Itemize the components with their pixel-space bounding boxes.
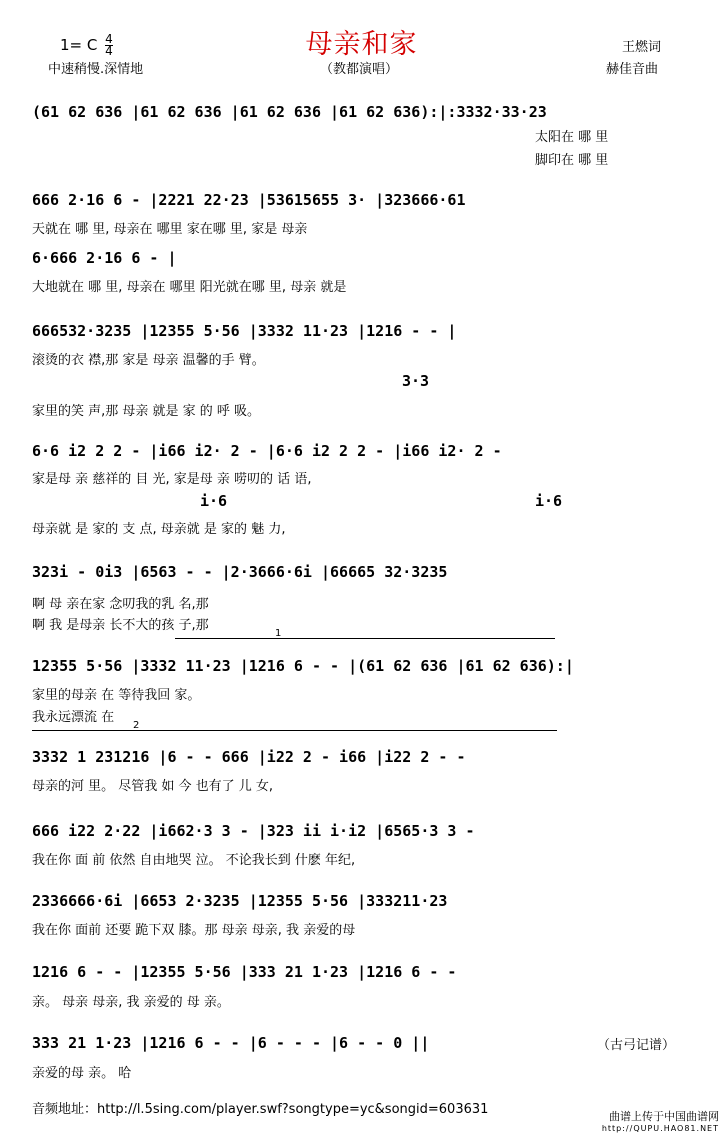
transcriber-note: （古弓记谱） — [597, 1038, 676, 1053]
volta-1-line — [175, 638, 555, 639]
notation-line-5: 3·3 — [402, 372, 430, 390]
lyric-line-6: 家是母 亲 慈祥的 目 光, 家是母 亲 唠叨的 话 语, — [32, 472, 312, 487]
notation-line-3: 6·666 2·16 6 - | — [32, 249, 177, 267]
lyric-line-11: 我在你 面 前 依然 自由地哭 泣。 不论我长到 什麽 年纪, — [32, 853, 356, 868]
notation-line-9: 12355 5·56 |3332 11·23 |1216 6 - - |(61 62 636 |61 62 636):| — [32, 657, 574, 675]
audio-link[interactable]: 音频地址：http://l.5sing.com/player.swf?songtype=yc&songid=603631 — [32, 1102, 489, 1117]
lyric-line-3: 大地就在 哪 里, 母亲在 哪里 阳光就在哪 里, 母亲 就是 — [32, 280, 347, 295]
lyricist-label: 王燃词 — [622, 40, 662, 55]
notation-line-1: (61 62 636 |61 62 636 |61 62 636 |61 62 636):|:3332·33·23 — [32, 103, 547, 121]
notation-line-6: 6·6 i2 2 2 - |i66 i2· 2 - |6·6 i2 2 2 - |i66 i2· 2 - — [32, 442, 502, 460]
lyric-line-13: 亲。 母亲 母亲, 我 亲爱的 母 亲。 — [32, 995, 230, 1010]
key-label: 1= C — [60, 36, 98, 54]
lyric-line-1b: 脚印在 哪 里 — [535, 153, 609, 168]
lyric-line-7: 母亲就 是 家的 支 点, 母亲就 是 家的 魅 力, — [32, 522, 286, 537]
lyric-line-14: 亲爱的母 亲。 哈 — [32, 1066, 132, 1081]
lyric-line-8a: 啊 母 亲在家 念叨我的乳 名,那 — [32, 597, 209, 612]
lyric-line-5: 家里的笑 声,那 母亲 就是 家 的 呼 吸。 — [32, 404, 261, 419]
notation-line-8: 323i - 0i3 |6563 - - |2·3666·6i |66665 32·3235 — [32, 563, 448, 581]
time-signature — [105, 34, 113, 57]
lyric-line-10: 母亲的河 里。 尽管我 如 今 也有了 儿 女, — [32, 779, 274, 794]
volta-2-line — [32, 730, 557, 731]
singer-label: （教都演唱） — [320, 62, 399, 77]
composer-label: 赫佳音曲 — [606, 62, 659, 77]
notation-line-10: 3332 1 231216 |6 - - 666 |i22 2 - i66 |i22 2 - - — [32, 748, 466, 766]
notation-line-11: 666 i22 2·22 |i662·3 3 - |323 ii i·i2 |6565·3 3 - — [32, 822, 475, 840]
key-signature — [60, 34, 113, 57]
time-sig-top: 4 — [105, 32, 113, 46]
lyric-line-1a: 太阳在 哪 里 — [535, 130, 609, 145]
tempo-marking: 中速稍慢.深情地 — [48, 62, 144, 77]
watermark — [602, 1111, 719, 1135]
notation-line-7a: i·6 — [200, 492, 228, 510]
lyric-line-4: 滚烫的衣 襟,那 家是 母亲 温馨的手 臂。 — [32, 353, 265, 368]
watermark-text: 曲谱上传于中国曲谱网 — [609, 1110, 719, 1123]
lyric-line-12: 我在你 面前 还要 跪下双 膝。那 母亲 母亲, 我 亲爱的母 — [32, 923, 356, 938]
notation-line-7b: i·6 — [535, 492, 563, 510]
lyric-line-2: 天就在 哪 里, 母亲在 哪里 家在哪 里, 家是 母亲 — [32, 222, 308, 237]
volta-1-label: 1 — [275, 628, 282, 639]
watermark-url: http://QUPU.HAO81.NET — [601, 1124, 719, 1133]
volta-2-label: 2 — [133, 720, 140, 731]
time-sig-bottom: 4 — [105, 44, 113, 58]
notation-line-12: 2336666·6i |6653 2·3235 |12355 5·56 |333211·23 — [32, 892, 448, 910]
notation-line-14: 333 21 1·23 |1216 6 - - |6 - - - |6 - - 0 || — [32, 1034, 430, 1052]
lyric-line-8b: 啊 我 是母亲 长不大的孩 子,那 — [32, 618, 209, 633]
notation-line-13: 1216 6 - - |12355 5·56 |333 21 1·23 |1216 6 - - — [32, 963, 457, 981]
lyric-line-9a: 家里的母亲 在 等待我回 家。 — [32, 688, 201, 703]
notation-line-2: 666 2·16 6 - |2221 22·23 |53615655 3· |323666·61 — [32, 191, 466, 209]
lyric-line-9b: 我永远漂流 在 — [32, 710, 115, 725]
notation-line-4: 666532·3235 |12355 5·56 |3332 11·23 |1216 - - | — [32, 322, 457, 340]
song-title: 母亲和家 — [305, 29, 418, 60]
